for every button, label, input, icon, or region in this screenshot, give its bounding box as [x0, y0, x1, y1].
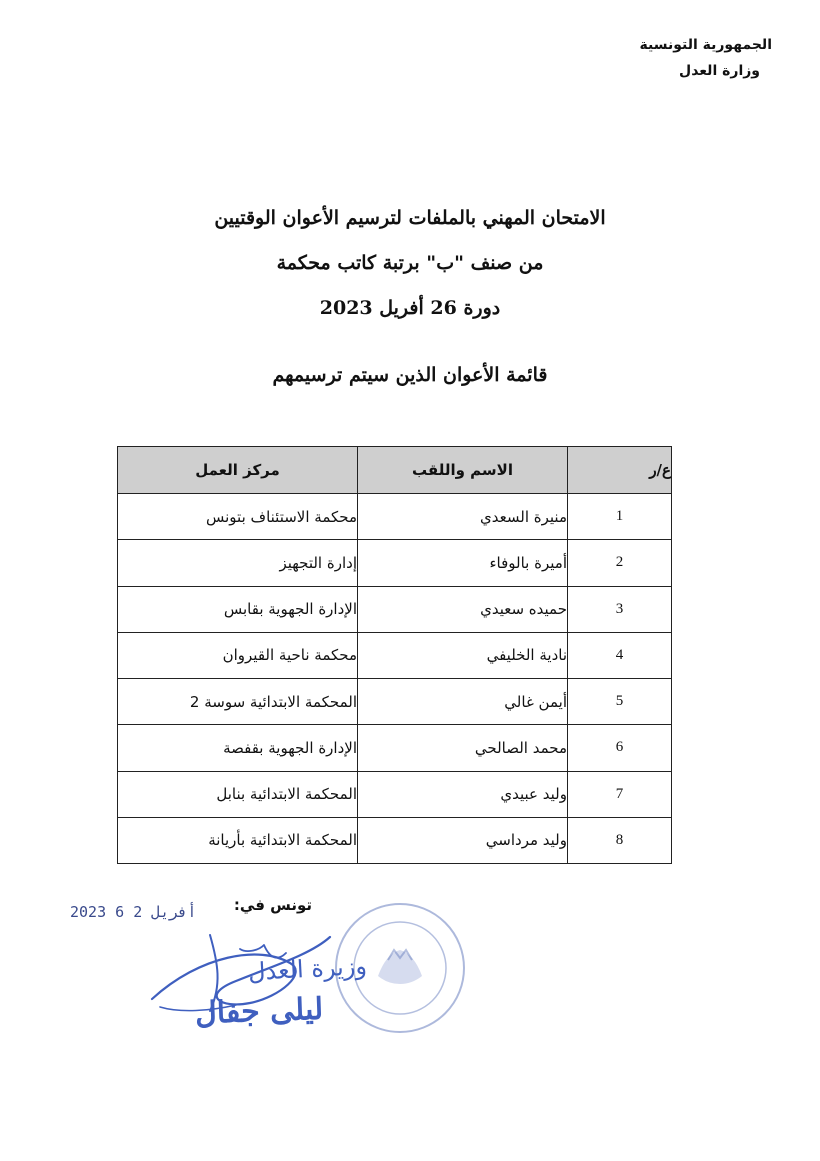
row-number: 7 [568, 771, 672, 817]
row-number: 2 [568, 540, 672, 586]
row-number: 6 [568, 725, 672, 771]
table-row [118, 817, 672, 863]
row-name: حميده سعيدي [358, 586, 568, 632]
row-workplace: المحكمة الابتدائية بنابل [118, 771, 358, 817]
row-name: وليد مرداسي [358, 817, 568, 863]
row-name: منيرة السعدي [358, 494, 568, 540]
row-workplace: الإدارة الجهوية بقفصة [118, 725, 358, 771]
table-row [118, 540, 672, 586]
row-number: 3 [568, 586, 672, 632]
row-name: نادية الخليفي [358, 632, 568, 678]
row-workplace: الإدارة الجهوية بقابس [118, 586, 358, 632]
list-heading: قائمة الأعوان الذين سيتم ترسيمهم [272, 364, 548, 386]
table-row [118, 725, 672, 771]
row-name: محمد الصالحي [358, 725, 568, 771]
title-line-3: دورة 26 أفريل 2023 [319, 297, 501, 319]
signature-name-text: ليلى جفال [194, 991, 324, 1032]
title-line-2: من صنف "ب" برتبة كاتب محكمة [276, 252, 544, 274]
table-header-row [118, 447, 672, 494]
ministry-name: وزارة العدل [679, 63, 760, 79]
header-name: الاسم واللقب [358, 447, 568, 494]
row-workplace: المحكمة الابتدائية سوسة 2 [118, 679, 358, 725]
letterhead [640, 32, 773, 84]
table-row [118, 494, 672, 540]
row-workplace: إدارة التجهيز [118, 540, 358, 586]
row-number: 1 [568, 494, 672, 540]
row-number: 5 [568, 679, 672, 725]
row-name: وليد عبيدي [358, 771, 568, 817]
row-name: أميرة بالوفاء [358, 540, 568, 586]
title-line-1: الامتحان المهني بالملفات لترسيم الأعوان الوقتيين [214, 207, 606, 229]
row-workplace: المحكمة الابتدائية بأريانة [118, 817, 358, 863]
republic-name: الجمهورية التونسية [639, 37, 772, 53]
row-number: 4 [568, 632, 672, 678]
table-row [118, 771, 672, 817]
date-stamp: 2023 أفريل 2 6 [70, 903, 197, 921]
agents-table [117, 446, 672, 864]
row-workplace: محكمة الاستئناف بتونس [118, 494, 358, 540]
table-row [118, 632, 672, 678]
row-name: أيمن غالي [358, 679, 568, 725]
row-number: 8 [568, 817, 672, 863]
header-workplace: مركز العمل [118, 447, 358, 494]
header-number: ع/ر [568, 447, 672, 494]
document-title [0, 196, 820, 331]
row-workplace: محكمة ناحية القيروان [118, 632, 358, 678]
table-row [118, 586, 672, 632]
place-date-label: تونس في: [233, 896, 312, 914]
table-row [118, 679, 672, 725]
signature-ministry-text: وزيرة العدل [247, 951, 368, 987]
